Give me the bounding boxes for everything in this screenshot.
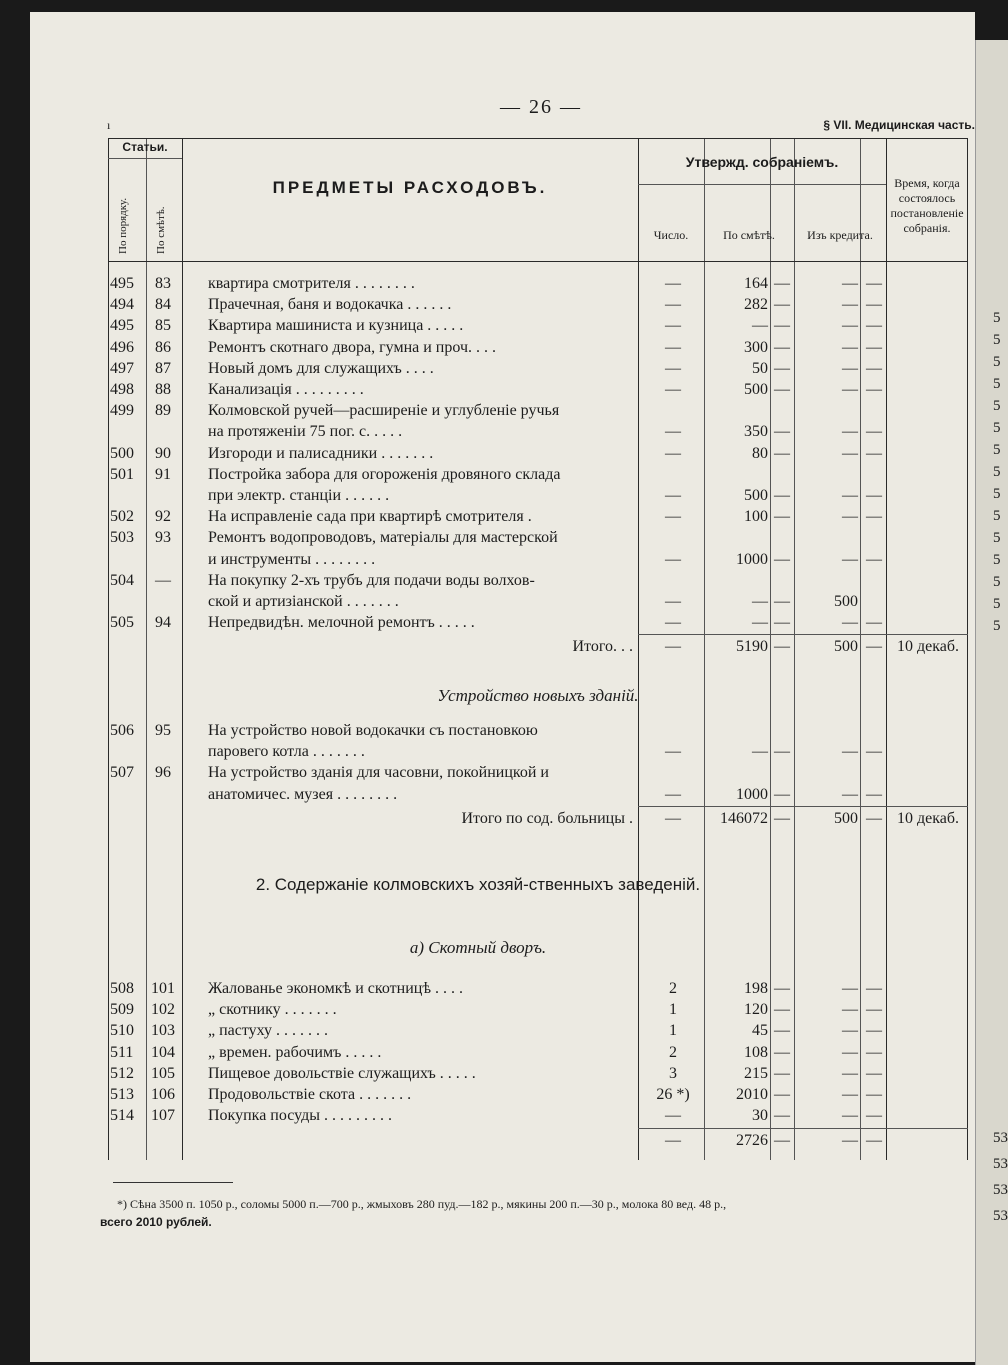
count-value: 1 [669,1022,677,1040]
table-row [108,591,968,612]
adjacent-page-number: 5 [993,310,1001,326]
credit-value: — [842,614,858,632]
table-row [108,1105,968,1126]
total-rule [638,1128,968,1129]
estimate-kopecks: — [774,743,790,761]
estimate-value: 30 [752,1107,768,1125]
item-description: ской и артизіанской . . . . . . . [208,593,399,610]
order-number: 507 [110,764,134,782]
estimate-number: 86 [155,338,171,356]
estimate-number: 85 [155,317,171,335]
adjacent-page-edge [975,40,1008,1365]
estimate-value: — [752,593,768,610]
credit-value: — [842,743,858,761]
count-value: 3 [669,1064,677,1082]
expense-table [108,138,968,1160]
subheading-new-buildings: Устройство новыхъ зданій. [437,686,639,705]
credit-kopecks: — [866,1107,882,1125]
credit-value: — [842,444,858,462]
table-row [108,1063,968,1084]
order-number: 496 [110,338,134,356]
footnote-rule [113,1182,233,1183]
credit-value: — [842,317,858,335]
item-description: Покупка посуды . . . . . . . . . [208,1107,393,1125]
by-estimate-subheader: По смѣтѣ. [723,228,775,242]
time-header: Время, когда состоялось постановленіе собранія. [890,176,964,235]
total-row [108,636,968,657]
credit-value: — [842,1086,858,1103]
order-number: 512 [110,1064,134,1082]
credit-value: — [842,1107,858,1125]
estimate-value: 198 [744,980,768,997]
estimate-kopecks: — [774,785,790,803]
estimate-kopecks: — [774,487,790,504]
estimate-value: 50 [752,359,768,377]
order-number: 504 [110,571,134,589]
estimate-kopecks: — [774,1022,790,1040]
order-number: 513 [110,1086,134,1103]
credit-kopecks: — [866,275,882,292]
credit-value: — [842,1022,858,1040]
table-row [108,978,968,999]
credit-kopecks: — [866,508,882,526]
item-description: квартира смотрителя . . . . . . . . [208,275,415,292]
estimate-kopecks: — [774,1086,790,1103]
estimate-kopecks: — [774,423,790,441]
item-description: Ремонтъ водопроводовъ, матеріалы для мастерской [208,529,558,547]
order-number: 494 [110,296,134,314]
credit-value: — [842,423,858,441]
item-description: паровего котла . . . . . . . [208,743,365,761]
count-value: — [665,275,681,292]
count-value: 1 [669,1001,677,1019]
count-value: — [665,614,681,632]
estimate-kopecks: — [774,550,790,568]
table-row [108,464,968,485]
estimate-value: 1000 [736,785,768,803]
estimate-kopecks: — [774,1064,790,1082]
adjacent-page-number: 53 [993,1156,1008,1172]
order-number: 495 [110,317,134,335]
header-rule [108,158,182,159]
credit-kopecks: — [866,1064,882,1082]
header-rule [638,184,886,185]
credit-kopecks: — [866,487,882,504]
order-number: 503 [110,529,134,547]
estimate-number: 83 [155,275,171,292]
estimate-number: 104 [151,1043,175,1061]
order-number: 499 [110,402,134,420]
count-value: — [665,1107,681,1125]
by-estimate-header: По смѣтѣ. [155,206,167,254]
estimate-number: 105 [151,1064,175,1082]
table-row [108,1084,968,1105]
credit-kopecks: — [866,444,882,462]
section-title: § VII. Медицинская часть. [823,118,975,132]
adjacent-page-number: 5 [993,354,1001,370]
table-row [108,612,968,633]
item-description: „ времен. рабочимъ . . . . . [208,1043,382,1061]
by-order-header: По порядку. [117,197,129,254]
credit-kopecks: — [866,423,882,441]
total-row [108,808,968,829]
decision-date: 10 декаб. [896,638,959,655]
estimate-value: — [752,614,768,632]
credit-value: — [842,1001,858,1019]
credit-value: — [842,381,858,398]
table-row [108,720,968,741]
adjacent-page-number: 5 [993,552,1001,568]
count-value: — [665,487,681,504]
adjacent-page-number: 53 [993,1208,1008,1224]
credit-kopecks: — [866,1001,882,1019]
order-number: 514 [110,1107,134,1125]
count-value: — [665,444,681,462]
subheading-cattle-yard: а) Скотный дворъ. [409,938,547,957]
estimate-kopecks: — [774,1107,790,1125]
credit-value: — [842,508,858,526]
estimate-number: 96 [155,764,171,782]
item-description: Изгороди и палисадники . . . . . . . [208,444,434,462]
table-row [108,337,968,358]
credit-kopecks: — [866,1022,882,1040]
count-value: — [665,423,681,441]
item-description: при электр. станціи . . . . . . [208,487,390,504]
estimate-number: 103 [151,1022,175,1040]
order-number: 498 [110,381,134,398]
credit-kopecks: — [866,338,882,356]
adjacent-page-number: 53 [993,1182,1008,1198]
count-value: 2 [669,1043,677,1061]
table-row [108,421,968,442]
order-number: 501 [110,465,134,483]
order-number: 508 [110,980,134,997]
total-row [108,1130,968,1151]
estimate-number: 92 [155,508,171,526]
estimate-value: 350 [744,423,768,441]
decision-date: 10 декаб. [896,810,959,827]
credit-kopecks: — [866,614,882,632]
count-value: — [665,381,681,398]
item-description: На устройство зданія для часовни, покойницкой и [208,764,549,782]
estimate-kopecks: — [774,317,790,335]
approved-header: Утвержд. собраніемъ. [685,154,839,170]
header-bottom-rule [108,261,968,262]
credit-kopecks: — [866,1086,882,1103]
count-value: 26 *) [656,1086,690,1103]
adjacent-page-number: 5 [993,464,1001,480]
count-value: — [665,810,681,827]
estimate-value: 146072 [720,810,768,827]
items-header: ПРЕДМЕТЫ РАСХОДОВЪ. [272,178,548,197]
credit-kopecks: — [866,359,882,377]
table-row [108,443,968,464]
estimate-number: 88 [155,381,171,398]
credit-value: — [842,550,858,568]
table-row [108,741,968,762]
credit-value: 500 [834,593,858,610]
item-description: на протяженіи 75 пог. с. . . . . [208,423,403,441]
item-description: Канализація . . . . . . . . . [208,381,364,398]
item-description: Постройка забора для огороженія дровяного склада [208,465,561,483]
item-description: Квартира машиниста и кузница . . . . . [208,317,464,335]
credit-value: — [842,1043,858,1061]
adjacent-page-number: 5 [993,530,1001,546]
item-description: Непредвидѣн. мелочной ремонтъ . . . . . [208,614,475,632]
estimate-number: — [155,571,171,589]
count-value: — [665,593,681,610]
item-description: Новый домъ для служащихъ . . . . [208,359,434,377]
adjacent-page-number: 5 [993,398,1001,414]
estimate-kopecks: — [774,275,790,292]
estimate-number: 107 [151,1107,175,1125]
order-number: 497 [110,359,134,377]
order-number: 505 [110,614,134,632]
estimate-kopecks: — [774,810,790,827]
estimate-value: — [752,743,768,761]
table-row [108,762,968,783]
table-row [108,570,968,591]
credit-value: 500 [834,810,858,827]
estimate-number: 101 [151,980,175,997]
estimate-kopecks: — [774,980,790,997]
table-row [108,999,968,1020]
estimate-kopecks: — [774,444,790,462]
estimate-value: — [752,317,768,335]
estimate-kopecks: — [774,638,790,655]
adjacent-page-number: 5 [993,420,1001,436]
table-row [108,273,968,294]
section-2-heading: 2. Содержаніе колмовскихъ хозяй-ственныхъ заведеній. [255,875,701,894]
estimate-kopecks: — [774,593,790,610]
estimate-value: 120 [744,1001,768,1019]
page-number: — 26 — [500,96,582,118]
estimate-kopecks: — [774,1043,790,1061]
count-value: — [665,550,681,568]
table-row [108,506,968,527]
total-label: Итого по сод. больницы . [461,810,633,827]
credit-value: — [842,359,858,377]
count-value: — [665,743,681,761]
estimate-kopecks: — [774,1001,790,1019]
estimate-kopecks: — [774,1132,790,1149]
item-description: Жалованье экономкѣ и скотницѣ . . . . [208,980,464,997]
adjacent-page-number: 53 [993,1130,1008,1146]
credit-value: — [842,1132,858,1149]
total-rule [638,634,968,635]
estimate-value: 80 [752,444,768,462]
estimate-number: 91 [155,465,171,483]
adjacent-page-number: 5 [993,332,1001,348]
count-value: — [665,317,681,335]
table-row [108,527,968,548]
table-row [108,400,968,421]
count-value: — [665,638,681,655]
item-description: „ пастуху . . . . . . . [208,1022,329,1040]
footnote-line: *) Сѣна 3500 п. 1050 р., соломы 5000 п.—700 р., жмыховъ 280 пуд.—182 р., мякины 200 п.—30 р., молока 80 вед. 48 р., [117,1197,727,1211]
credit-value: — [842,275,858,292]
order-number: 502 [110,508,134,526]
count-header: Число. [653,228,689,242]
credit-kopecks: — [866,810,882,827]
table-row [108,549,968,570]
credit-value: — [842,338,858,356]
estimate-value: 5190 [736,638,768,655]
table-row [108,358,968,379]
item-description: Прачечная, баня и водокачка . . . . . . [208,296,452,314]
order-number: 509 [110,1001,134,1019]
count-value: 2 [669,980,677,997]
estimate-value: 500 [744,487,768,504]
adjacent-page-number: 5 [993,596,1001,612]
estimate-kopecks: — [774,338,790,356]
item-description: „ скотнику . . . . . . . [208,1001,337,1019]
item-description: анатомичес. музея . . . . . . . . [208,785,398,803]
credit-value: — [842,1064,858,1082]
count-value: — [665,359,681,377]
estimate-value: 2726 [736,1132,768,1149]
footnote [100,1195,970,1231]
estimate-kopecks: — [774,359,790,377]
estimate-value: 45 [752,1022,768,1040]
credit-value: — [842,980,858,997]
item-description: На устройство новой водокачки съ постановкою [208,722,538,739]
credit-kopecks: — [866,296,882,314]
articles-header: Статьи. [122,140,168,154]
estimate-number: 89 [155,402,171,420]
item-description: Колмовской ручей—расширеніе и углубленіе ручья [208,402,560,420]
estimate-number: 84 [155,296,171,314]
estimate-value: 108 [744,1043,768,1061]
estimate-value: 100 [744,508,768,526]
credit-kopecks: — [866,381,882,398]
credit-kopecks: — [866,980,882,997]
estimate-value: 500 [744,381,768,398]
estimate-number: 93 [155,529,171,547]
credit-kopecks: — [866,785,882,803]
order-number: 495 [110,275,134,292]
adjacent-page-number: 5 [993,574,1001,590]
credit-kopecks: — [866,317,882,335]
estimate-value: 2010 [736,1086,768,1103]
count-value: — [665,1132,681,1149]
estimate-value: 215 [744,1064,768,1082]
estimate-number: 106 [151,1086,175,1103]
credit-kopecks: — [866,1043,882,1061]
order-number: 511 [110,1043,134,1061]
count-value: — [665,296,681,314]
item-description: Ремонтъ скотнаго двора, гумна и проч. . . . [208,338,496,356]
credit-value: — [842,785,858,803]
order-number: 506 [110,722,134,739]
margin-mark: ı [107,118,111,132]
adjacent-page-number: 5 [993,376,1001,392]
total-label: Итого. . . [572,638,633,655]
estimate-kopecks: — [774,381,790,398]
item-description: Продовольствіе скота . . . . . . . [208,1086,412,1103]
table-row [108,1020,968,1041]
estimate-number: 95 [155,722,171,739]
credit-kopecks: — [866,550,882,568]
credit-value: — [842,487,858,504]
table-row [108,379,968,400]
table-row [108,1042,968,1063]
table-row [108,315,968,336]
item-description: Пищевое довольствіе служащихъ . . . . . [208,1064,476,1082]
table-row [108,784,968,805]
estimate-kopecks: — [774,614,790,632]
credit-value: 500 [834,638,858,655]
estimate-number: 94 [155,614,171,632]
item-description: На исправленіе сада при квартирѣ смотрителя . [208,508,532,526]
estimate-number: 90 [155,444,171,462]
adjacent-page-number: 5 [993,442,1001,458]
count-value: — [665,508,681,526]
estimate-value: 164 [744,275,768,292]
estimate-value: 300 [744,338,768,356]
table-row [108,294,968,315]
estimate-kopecks: — [774,508,790,526]
estimate-number: 87 [155,359,171,377]
credit-kopecks: — [866,743,882,761]
item-description: На покупку 2-хъ трубъ для подачи воды волхов- [208,571,535,589]
estimate-value: 282 [744,296,768,314]
estimate-value: 1000 [736,550,768,568]
total-rule [638,806,968,807]
item-description: и инструменты . . . . . . . . [208,550,376,568]
table-top-rule [108,138,968,139]
count-value: — [665,338,681,356]
count-value: — [665,785,681,803]
estimate-number: 102 [151,1001,175,1019]
adjacent-page-number: 5 [993,486,1001,502]
credit-value: — [842,296,858,314]
credit-kopecks: — [866,1132,882,1149]
adjacent-page-number: 5 [993,508,1001,524]
order-number: 510 [110,1022,134,1040]
order-number: 500 [110,444,134,462]
credit-kopecks: — [866,638,882,655]
footnote-line: всего 2010 рублей. [100,1215,212,1229]
table-row [108,485,968,506]
credit-header: Изъ кредита. [807,228,873,242]
adjacent-page-number: 5 [993,618,1001,634]
estimate-kopecks: — [774,296,790,314]
